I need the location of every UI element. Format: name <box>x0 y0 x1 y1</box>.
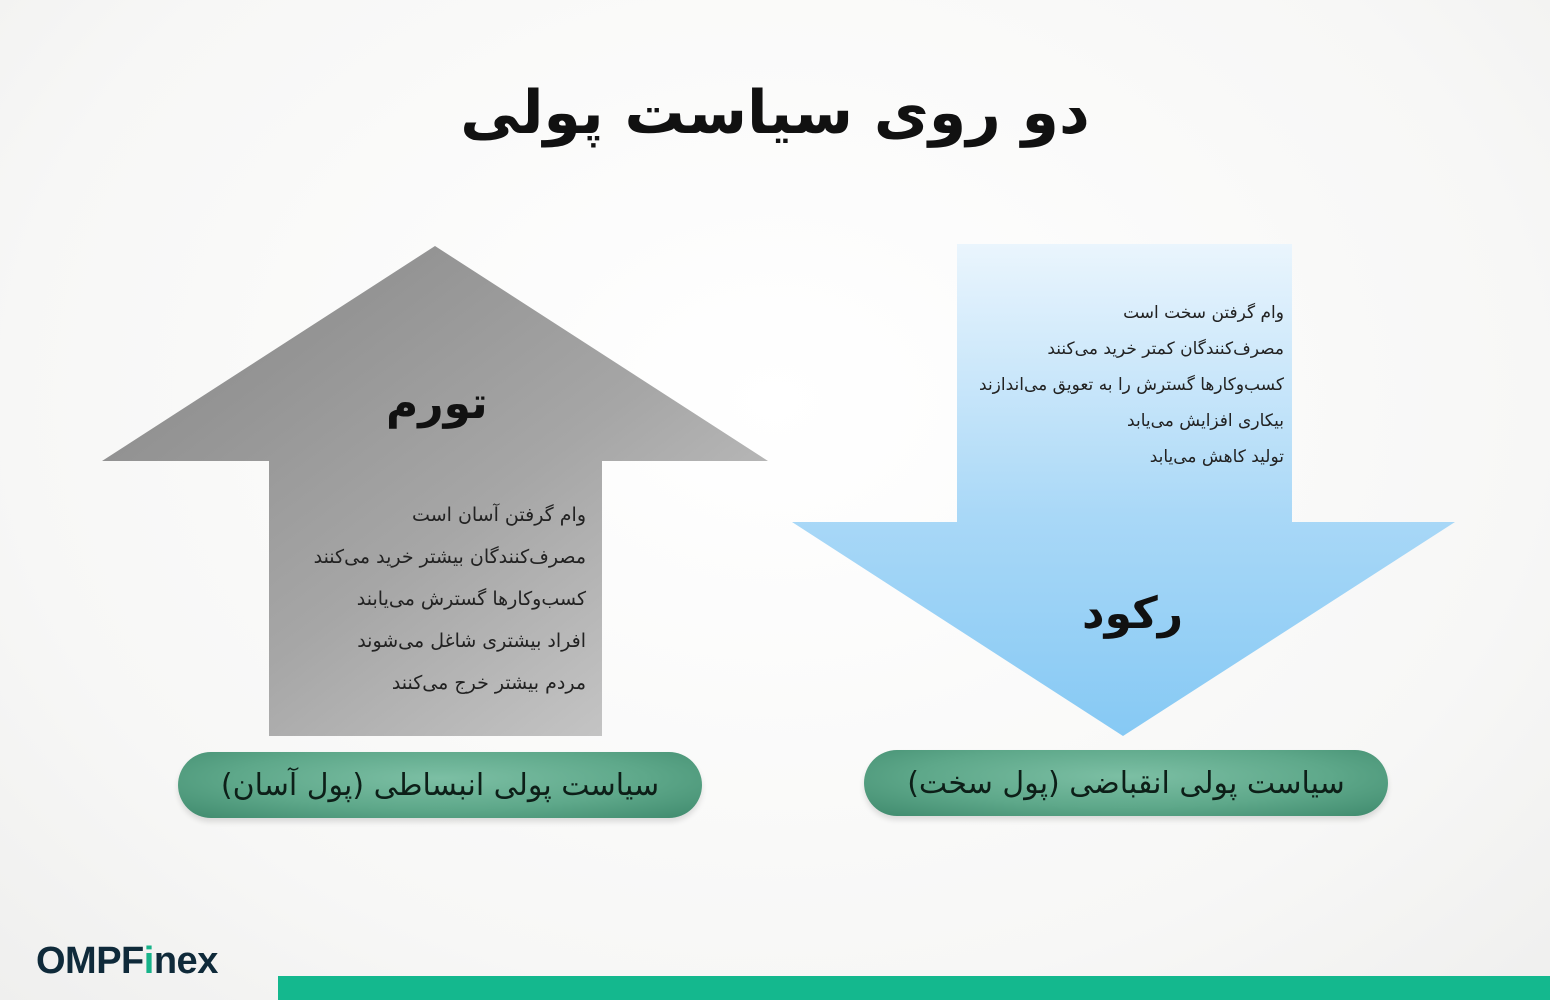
list-item: بیکاری افزایش می‌یابد <box>1127 411 1284 431</box>
list-item: وام گرفتن سخت است <box>1123 303 1284 323</box>
recession-heading: رکود <box>1082 588 1184 639</box>
brand-name-part2: nex <box>153 940 218 982</box>
list-item: افراد بیشتری شاغل می‌شوند <box>357 630 586 652</box>
list-item: وام گرفتن آسان است <box>412 504 586 526</box>
list-item: مردم بیشتر خرج می‌کنند <box>391 672 586 694</box>
page-title: دو روی سیاست پولی <box>460 78 1090 148</box>
list-item: کسب‌وکارها گسترش می‌یابند <box>356 588 586 610</box>
list-item: کسب‌وکارها گسترش را به تعویق می‌اندازند <box>979 375 1284 395</box>
expansionary-policy-pill <box>178 752 702 818</box>
expansionary-policy-label: سیاست پولی انبساطی (پول آسان) <box>220 767 660 803</box>
list-item: تولید کاهش می‌یابد <box>1149 447 1284 467</box>
brand-name-accent: i <box>143 940 154 982</box>
contractionary-policy-label: سیاست پولی انقباضی (پول سخت) <box>907 765 1345 801</box>
list-item: مصرف‌کنندگان بیشتر خرید می‌کنند <box>313 546 586 568</box>
brand-name-part1: OMPF <box>36 940 144 982</box>
inflation-heading: تورم <box>386 378 488 429</box>
inflation-effects-list <box>266 500 586 710</box>
list-item: مصرف‌کنندگان کمتر خرید می‌کنند <box>1047 339 1284 359</box>
contractionary-policy-pill <box>864 750 1388 816</box>
recession-effects-list <box>954 300 1284 480</box>
brand-logo <box>36 940 218 983</box>
footer-bar <box>278 976 1550 1000</box>
